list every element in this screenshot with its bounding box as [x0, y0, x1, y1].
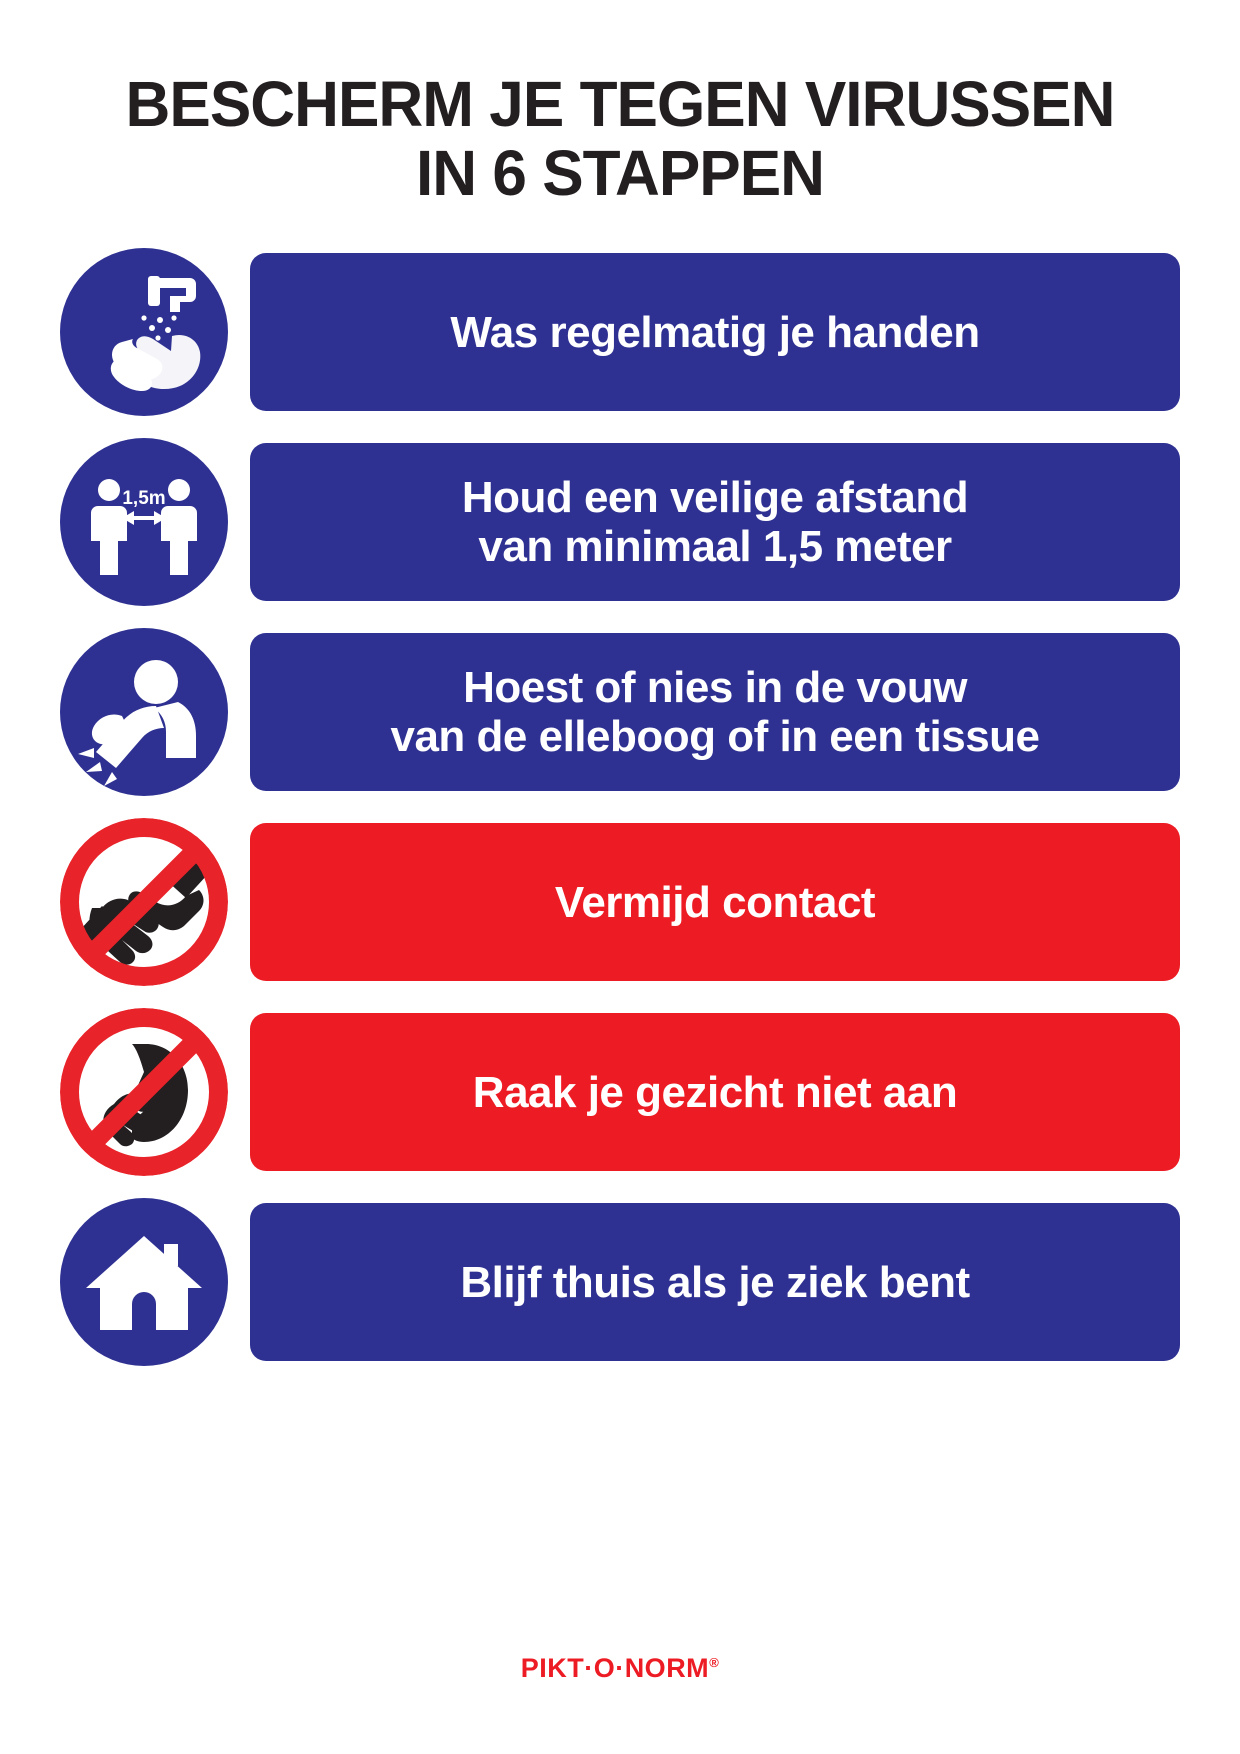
brand-logo-mark: ®: [709, 1655, 720, 1670]
step-3-icon-wrap: [60, 628, 228, 796]
step-2-line-1: Houd een veilige afstand: [461, 472, 969, 522]
step-row: [60, 1198, 1180, 1366]
step-row: [60, 438, 1180, 606]
steps-list: [60, 248, 1180, 1366]
step-1-banner: [250, 253, 1180, 411]
step-1-icon-wrap: [60, 248, 228, 416]
hand-washing-icon: [60, 248, 228, 416]
step-3-text: [390, 663, 1039, 762]
step-3-line-2: van de elleboog of in een tissue: [390, 712, 1040, 762]
brand-logo-text: PIKT·O·NORM: [520, 1653, 710, 1683]
step-5-line-1: Raak je gezicht niet aan: [472, 1067, 958, 1117]
page-title: [60, 70, 1180, 208]
step-1-line-1: Was regelmatig je handen: [450, 307, 980, 357]
step-row: [60, 1008, 1180, 1176]
step-1-text: [450, 308, 979, 357]
step-4-banner: [250, 823, 1180, 981]
step-row: [60, 248, 1180, 416]
step-row: [60, 628, 1180, 796]
social-distance-1-5m-icon: [60, 438, 228, 606]
step-6-line-1: Blijf thuis als je ziek bent: [460, 1257, 970, 1307]
step-6-text: [460, 1258, 969, 1307]
step-3-line-1: Hoest of nies in de vouw: [463, 662, 967, 712]
step-2-text: [462, 473, 968, 572]
step-4-icon-wrap: [60, 818, 228, 986]
step-3-banner: [250, 633, 1180, 791]
title-line-1: BESCHERM JE TEGEN VIRUSSEN: [125, 68, 1115, 140]
cough-into-elbow-icon: [60, 628, 228, 796]
step-row: [60, 818, 1180, 986]
step-5-icon-wrap: [60, 1008, 228, 1176]
no-handshake-icon: [60, 818, 228, 986]
step-4-text: [555, 878, 875, 927]
step-6-icon-wrap: [60, 1198, 228, 1366]
stay-home-house-icon: [60, 1198, 228, 1366]
step-2-icon-wrap: [60, 438, 228, 606]
brand-logo: [521, 1653, 720, 1684]
step-5-banner: [250, 1013, 1180, 1171]
step-6-banner: [250, 1203, 1180, 1361]
svg-text:1,5m: 1,5m: [122, 488, 166, 510]
step-2-line-2: van minimaal 1,5 meter: [478, 522, 952, 572]
no-touching-face-icon: [60, 1008, 228, 1176]
step-4-line-1: Vermijd contact: [554, 877, 876, 927]
title-line-2: IN 6 STAPPEN: [415, 137, 825, 210]
footer: [60, 1653, 1180, 1714]
step-5-text: [473, 1068, 957, 1117]
step-2-banner: [250, 443, 1180, 601]
